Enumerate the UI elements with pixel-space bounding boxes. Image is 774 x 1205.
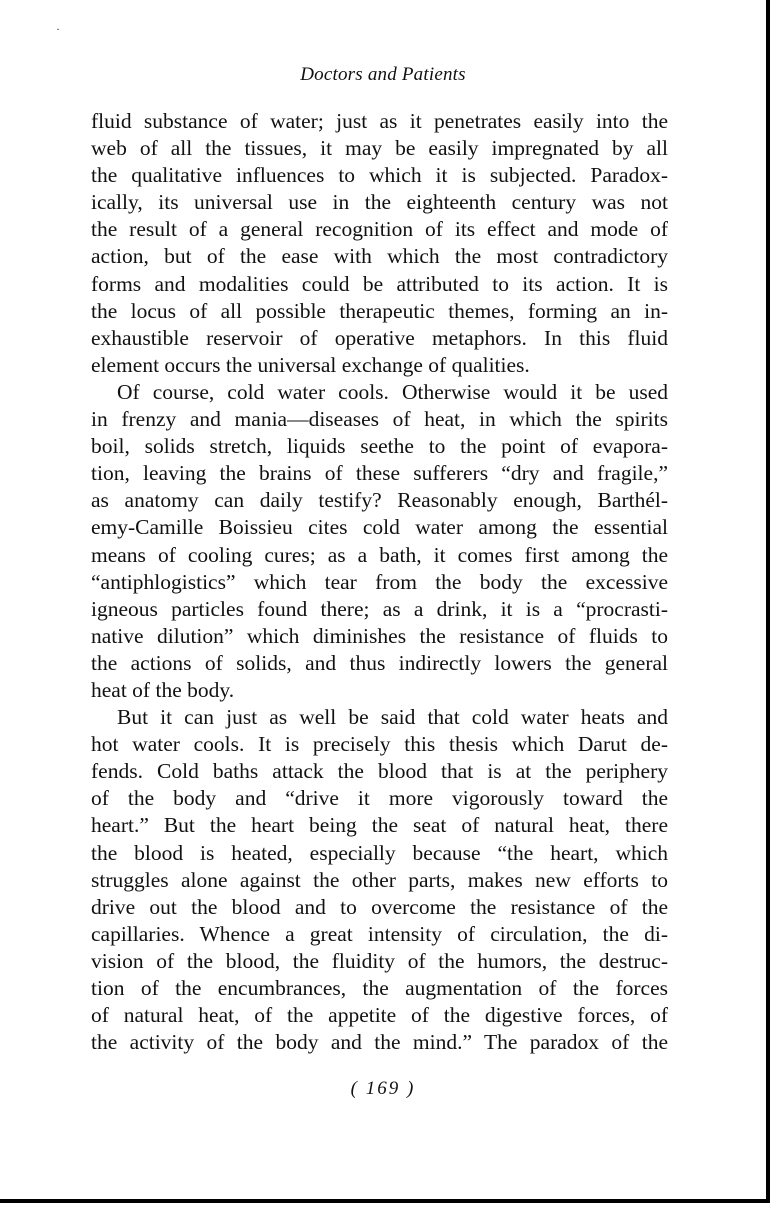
text-line: Of course, cold water cools. Otherwise would it be used — [117, 379, 668, 404]
text-line: the qualitative influences to which it is subjected. Paradox- — [91, 163, 668, 188]
body-text — [91, 108, 668, 1056]
text-line: drive out the blood and to overcome the resistance of the — [91, 894, 668, 919]
text-line: tion of the encumbrances, the augmentation of the forces — [91, 976, 668, 1000]
text-line: heart.” But the heart being the seat of natural heat, there — [91, 813, 668, 838]
corner-mark: · — [56, 22, 60, 36]
text-line: capillaries. Whence a great intensity of circulation, the di- — [91, 921, 668, 946]
text-line: But it can just as well be said that cold water heats and — [117, 705, 668, 730]
page-number: ( 169 ) — [350, 1078, 416, 1099]
text-line: action, but of the ease with which the most contradictory — [91, 244, 668, 269]
text-line: the activity of the body and the mind.” The paradox of the — [91, 1030, 668, 1055]
running-head: Doctors and Patients — [300, 64, 466, 85]
text-line: vision of the blood, the fluidity of the humors, the destruc- — [91, 948, 668, 973]
text-line: emy-Camille Boissieu cites cold water among the essential — [91, 515, 668, 540]
text-line: element occurs the universal exchange of qualities. — [91, 352, 530, 377]
text-line: igneous particles found there; as a drink, it is a “procrasti- — [91, 596, 668, 621]
text-line: forms and modalities could be attributed to its action. It is — [91, 271, 668, 296]
text-line: fluid substance of water; just as it penetrates easily into the — [91, 109, 668, 133]
text-line: web of all the tissues, it may be easily impregnated by all — [91, 136, 668, 161]
text-line: means of cooling cures; as a bath, it comes first among the — [91, 542, 668, 567]
text-line: fends. Cold baths attack the blood that is at the periphery — [91, 759, 668, 784]
text-line: ically, its universal use in the eighteenth century was not — [91, 190, 668, 215]
text-line: of the body and “drive it more vigorously toward the — [91, 786, 668, 811]
text-line: “antiphlogistics” which tear from the body the excessive — [91, 569, 668, 594]
text-line: hot water cools. It is precisely this thesis which Darut de- — [91, 732, 668, 757]
text-line: native dilution” which diminishes the resistance of fluids to — [91, 623, 668, 648]
text-line: the result of a general recognition of its effect and mode of — [91, 217, 668, 242]
text-line: the blood is heated, especially because “the heart, which — [91, 840, 668, 865]
text-line: exhaustible reservoir of operative metaphors. In this fluid — [91, 325, 668, 350]
text-line: heat of the body. — [91, 677, 235, 702]
text-line: as anatomy can daily testify? Reasonably enough, Barthél- — [91, 488, 668, 513]
text-line: of natural heat, of the appetite of the digestive forces, of — [91, 1003, 668, 1028]
text-line: boil, solids stretch, liquids seethe to the point of evapora- — [91, 434, 668, 459]
text-line: tion, leaving the brains of these sufferers “dry and fragile,” — [91, 461, 668, 486]
text-line: the locus of all possible therapeutic themes, forming an in- — [91, 298, 668, 323]
text-line: struggles alone against the other parts, makes new efforts to — [91, 867, 668, 892]
text-line: the actions of solids, and thus indirectly lowers the general — [91, 650, 668, 675]
text-line: in frenzy and mania—diseases of heat, in which the spirits — [91, 407, 668, 432]
